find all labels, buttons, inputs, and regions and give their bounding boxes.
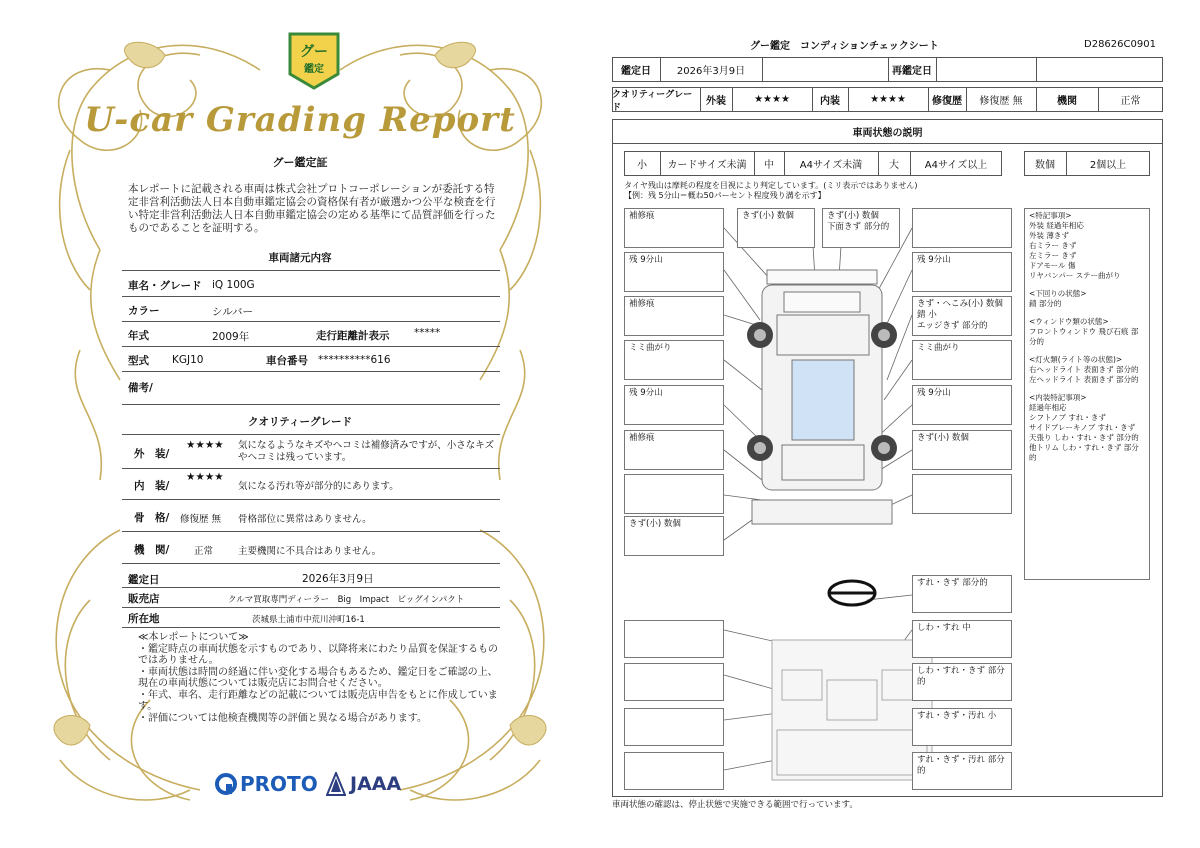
special-note-line: フロントウィンドウ 飛び石痕 部分的 [1029,327,1139,346]
legend-large-desc: A4サイズ以上 [924,160,988,171]
model-label: 型式 [128,355,149,367]
interior-note-box: しわ・すれ 中 [912,620,1012,658]
legend-small-desc: カードサイズ未満 [667,160,747,171]
sheet-footer-note: 車両状態の確認は、停止状態で実施できる範囲で行っています。 [612,800,858,810]
tire-note: タイヤ残山は摩耗の程度を目視により判定しています。(ミリ表示ではありません) [624,181,918,190]
address-label: 所在地 [128,613,160,625]
car-name-value: iQ 100G [212,279,255,291]
damage-note-box: 補修痕 [624,208,724,248]
appraisal-date-label: 鑑定日 [128,574,160,586]
divider [1036,57,1037,82]
jaaa-logo-text: JAAA [350,773,402,795]
dealer-value: クルマ買取専門ディーラー Big Impact ビッグインパクト [228,595,465,605]
address-value: 茨城県土浦市中荒川沖町16-1 [252,615,365,625]
legend-small: 小 [637,160,647,171]
spacer [1029,309,1145,317]
footer-logos [214,770,414,798]
divider [762,57,763,82]
specs-title: 車両諸元内容 [268,252,332,264]
special-note-line: 右ミラー きず [1029,241,1077,250]
report-notes [138,632,498,724]
interior-stars: ★★★★ [186,471,224,483]
divider [122,627,500,628]
legend-large: 大 [889,160,899,171]
interior-note-box [624,752,724,790]
appraisal-date-value: 2026年3月9日 [302,573,374,585]
divider [122,404,500,405]
chassis-value: **********616 [318,354,391,366]
reappraisal-label: 再鑑定日 [892,66,932,77]
grade-label: クオリティーグレード [612,89,693,113]
special-note-line: 外装 薄きず [1029,231,1069,240]
svg-text:グー: グー [300,44,328,60]
jaaa-logo-icon [326,772,346,796]
divider [122,270,500,271]
goo-kantei-badge-logo [286,30,342,92]
damage-note-box: 残 9分山 [912,385,1012,425]
damage-note-box: 残 9分山 [624,385,724,425]
special-note-line: <内装特記事項> [1029,393,1087,402]
int-stars: ★★★★ [870,94,906,105]
interior-text: 気になる汚れ等が部分的にあります。 [238,481,399,492]
note-item: ・年式、車名、走行距離などの記載については販売店申告をもとに作成しています。 [138,689,498,712]
repair-label: 修復歴 [932,96,962,107]
special-note-line: <下回りの状態> [1029,289,1087,298]
int-label: 内装 [820,96,840,107]
divider [122,499,500,500]
divider [122,531,500,532]
spacer [1029,281,1145,289]
divider [122,321,500,322]
divider [122,434,500,435]
note-item: ・車両状態は時間の経過に伴い変化する場合もあるため、鑑定日をご確認の上、現在の車両状態については販売店にお問合せください。 [138,666,498,689]
engine-value: 正常 [1120,96,1141,107]
special-note-line: 左ミラー きず [1029,251,1077,260]
year-label: 年式 [128,330,149,342]
divider [122,607,500,608]
special-note-line: 左ヘッドライト 表面きず 部分的 [1029,375,1139,384]
chassis-label: 車台番号 [266,355,308,367]
year-value: 2009年 [212,331,250,343]
engine-text: 主要機関に不具合はありません。 [238,546,382,557]
damage-note-box: ミミ曲がり [912,340,1012,380]
tire-note-example: 【例：残 5分山＝概ね50パーセント程度残り溝を示す】 [624,191,826,200]
special-note-line: サイドブレーキノブ すれ・きず [1029,423,1136,432]
model-value: KGJ10 [172,354,204,366]
car-name-label: 車名・グレード [128,280,202,292]
divider [122,371,500,372]
damage-note-box: きず(小) 数個 [737,208,815,248]
sheet-title: グー鑑定 コンディションチェックシート [750,41,939,52]
date-value: 2026年3月9日 [676,66,746,77]
color-value: シルバー [212,306,254,318]
special-note-line: 外装 経過年相応 [1029,221,1084,230]
special-note-line: 他トリム しわ・すれ・きず 部分的 [1029,443,1139,462]
divider [122,563,500,564]
interior-note-box [624,620,724,658]
certificate-intro: 本レポートに記載される車両は株式会社プロトコーポレーションが委託する特定非営利活動法人日本自動車鑑定協会の資格保有者が厳選かつ公平な検査を行い特定非営利活動法人日本自動車鑑定協会の定める基準にて品質評価を行ったものであることを証明する。 [128,183,496,234]
reappraisal-value [936,57,1036,82]
interior-label: 内 装/ [134,480,170,492]
special-note-line: 錆 部分的 [1029,299,1062,308]
special-note-line: 天張り しわ・すれ・きず 部分的 [1029,433,1139,442]
ext-label: 外装 [706,96,726,107]
condition-title: 車両状態の説明 [852,127,923,139]
divider [612,143,1163,144]
damage-note-box: 補修痕 [624,430,724,470]
special-note-line: ドアモール 傷 [1029,261,1076,270]
damage-note-box: ミミ曲がり [624,340,724,380]
dealer-label: 販売店 [128,593,160,605]
mileage-value: ***** [414,327,441,339]
repair-value: 修復歴 無 [979,96,1023,107]
special-note-line: リヤバンパー ステー曲がり [1029,271,1121,280]
engine-label: 機関 [1057,96,1077,107]
special-note-line: <特記事項> [1029,211,1072,220]
steering-wheel-icon [829,581,875,605]
divider [122,346,500,347]
damage-note-box [624,474,724,514]
engine-value: 正常 [194,546,214,557]
damage-note-box: きず・へこみ(小) 数個 錆 小 エッジきず 部分的 [912,296,1012,336]
special-note-line: シフトノブ すれ・きず [1029,413,1106,422]
spacer [1029,385,1145,393]
damage-note-box: 補修痕 [624,296,724,336]
legend-mid: 中 [764,160,774,171]
report-script-title: U-car Grading Report [84,100,516,140]
condition-check-sheet [600,0,1200,848]
divider [122,587,500,588]
svg-text:鑑定: 鑑定 [304,64,324,75]
frame-value: 修復歴 無 [180,514,222,525]
note-item: ・評価については他検査機関等の評価と異なる場合があります。 [138,712,427,724]
damage-note-box: きず(小) 数個 [624,516,724,556]
legend-mid-desc: A4サイズ未満 [799,160,863,171]
exterior-label: 外 装/ [134,448,170,460]
ext-stars: ★★★★ [754,94,790,105]
remarks-label: 備考/ [128,382,153,394]
frame-label: 骨 格/ [134,512,170,524]
damage-note-box [912,474,1012,514]
exterior-stars: ★★★★ [186,439,224,451]
special-note-line: 右ヘッドライト 表面きず 部分的 [1029,365,1139,374]
special-notes-box [1024,208,1150,580]
quality-title: クオリティーグレード [248,416,352,428]
special-note-line: <灯火類(ライト等の状態)> [1029,355,1123,364]
proto-logo-text: PROTO [240,772,318,796]
interior-note-box: すれ・きず 部分的 [912,575,1012,613]
legend-count: 数個 [1035,160,1055,171]
interior-note-box [624,663,724,701]
interior-note-box: すれ・きず・汚れ 部分的 [912,752,1012,790]
legend-count-desc: 2個以上 [1089,160,1127,171]
proto-logo-icon [214,772,238,796]
damage-note-box: 残 9分山 [624,252,724,292]
date-label: 鑑定日 [621,66,651,77]
special-note-line: <ウィンドウ類の状態> [1029,317,1109,326]
divider [122,296,500,297]
interior-note-box: しわ・すれ・きず 部分的 [912,663,1012,701]
interior-note-box [624,708,724,746]
color-label: カラー [128,305,160,317]
special-note-line: 経過年相応 [1029,403,1067,412]
divider [122,468,500,469]
frame-text: 骨格部位に異常はありません。 [238,514,372,525]
document-id: D28626C0901 [1084,39,1156,50]
interior-note-box: すれ・きず・汚れ 小 [912,708,1012,746]
note-item: ・鑑定時点の車両状態を示すものであり、以降将来にわたり品質を保証するものではありません。 [138,643,498,666]
notes-title: ≪本レポートについて≫ [138,632,249,643]
damage-note-box: 残 9分山 [912,252,1012,292]
damage-note-box: きず(小) 数個 [912,430,1012,470]
spacer [1029,347,1145,355]
damage-note-box: きず(小) 数個 下面きず 部分的 [822,208,900,248]
exterior-text: 気になるようなキズやヘコミは補修済みですが、小さなキズやヘコミは残っています。 [238,440,495,463]
damage-note-box [912,208,1012,248]
mileage-label: 走行距離計表示 [316,330,390,342]
certificate-heading: グー鑑定証 [272,156,328,169]
engine-label: 機 関/ [134,544,170,556]
